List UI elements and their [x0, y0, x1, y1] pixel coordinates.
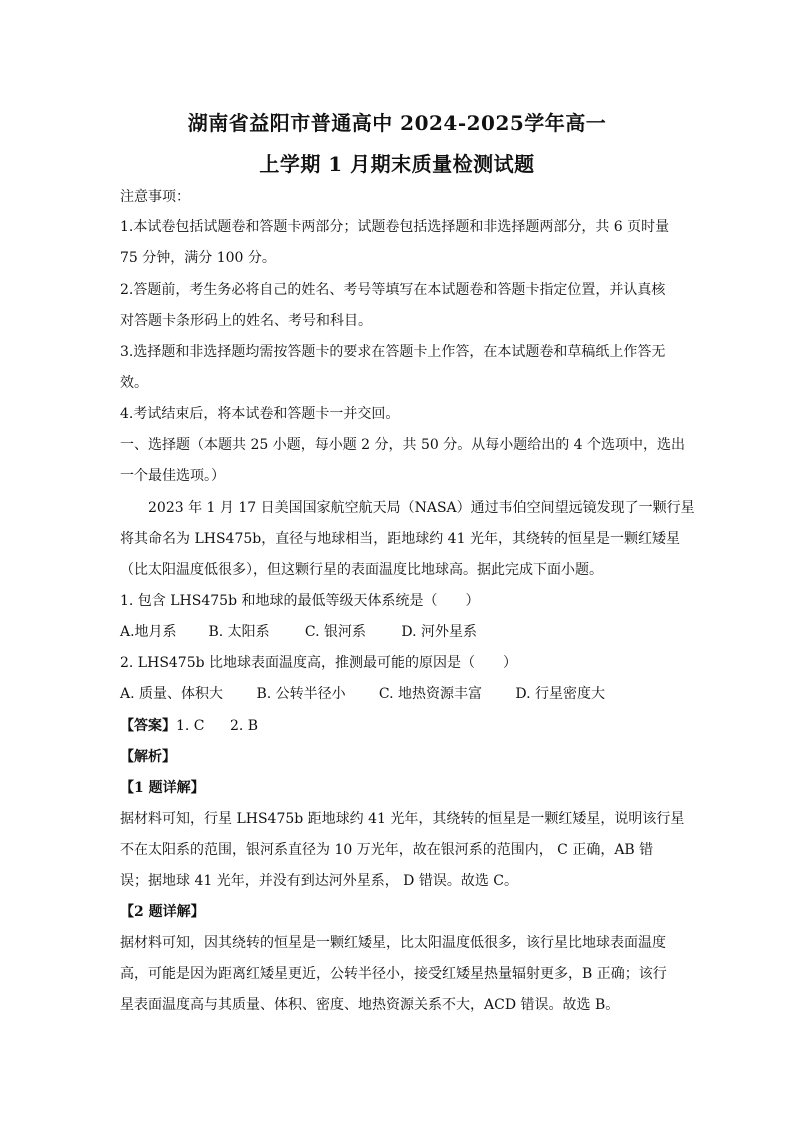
detail-1-line-3: 误；据地球 41 光年，并没有到达河外星系， D 错误。故选 C。 — [120, 873, 519, 889]
q2-option-c: C. 地热资源丰富 — [378, 686, 483, 702]
analysis-label: 【解析】 — [120, 749, 176, 765]
detail-2-line-3: 星表面温度高与其质量、体积、密度、地热资源关系不大，ACD 错误。故选 B。 — [120, 997, 620, 1013]
q1-option-a: A.地月系 — [120, 624, 177, 640]
passage-line-3: （比太阳温度低很多），但这颗行星的表面温度比地球高。据此完成下面小题。 — [120, 562, 603, 578]
answer-line — [120, 716, 680, 736]
title-line-2: 上学期 1 月期末质量检测试题 — [259, 152, 535, 176]
detail-1-line-2: 不在太阳系的范围，银河系直径为 10 万光年，故在银河系的范围内， C 正确，AB 错 — [120, 842, 654, 858]
notice-heading: 注意事项： — [120, 189, 190, 205]
notice-item-3-line-1: 3.选择题和非选择题均需按答题卡的要求在答题卡上作答，在本试题卷和草稿纸上作答无 — [120, 344, 666, 360]
question-1-stem: 1. 包含 LHS475b 和地球的最低等级天体系统是（ ） — [120, 593, 480, 609]
passage-line-1: 2023 年 1 月 17 日美国国家航空航天局（NASA）通过韦伯空间望远镜发现了一颗行星 — [148, 500, 695, 516]
q1-option-d: D. 河外星系 — [401, 624, 477, 640]
notice-item-2-line-1: 2.答题前，考生务必将自己的姓名、考号等填写在本试题卷和答题卡指定位置，并认真核 — [120, 282, 666, 298]
detail-2-line-1: 据材料可知，因其绕转的恒星是一颗红矮星，比太阳温度低很多，该行星比地球表面温度 — [120, 935, 666, 951]
notice-item-2-line-2: 对答题卡条形码上的姓名、考号和科目。 — [120, 313, 372, 329]
q1-option-b: B. 太阳系 — [208, 624, 270, 640]
q2-option-d: D. 行星密度大 — [515, 686, 605, 702]
notice-item-3-line-2: 效。 — [120, 375, 148, 391]
answer-2: 2. B — [230, 718, 259, 734]
detail-1-line-1: 据材料可知，行星 LHS475b 距地球约 41 光年，其绕转的恒星是一颗红矮星，说明该行星 — [120, 811, 685, 827]
notice-item-1-line-1: 1.本试卷包括试题卷和答题卡两部分；试题卷包括选择题和非选择题两部分，共 6 页时量 — [120, 219, 670, 235]
q2-option-b: B. 公转半径小 — [256, 686, 346, 702]
notice-item-4: 4.考试结束后，将本试卷和答题卡一并交回。 — [120, 406, 400, 422]
detail-1-label: 【1 题详解】 — [120, 780, 205, 796]
section-heading-line-2: 一个最佳选项。） — [120, 468, 225, 484]
question-2-stem: 2. LHS475b 比地球表面温度高，推测最可能的原因是（ ） — [120, 655, 518, 671]
answer-1: 1. C — [176, 718, 205, 734]
section-heading-line-1: 一、选择题（本题共 25 小题，每小题 2 分，共 50 分。从每小题给出的 4 个选项中，选出 — [120, 437, 686, 453]
q1-option-c: C. 银河系 — [304, 624, 367, 640]
title-line-1: 湖南省益阳市普通高中 2024-2025学年高一 — [187, 111, 607, 135]
detail-2-line-2: 高，可能是因为距离红矮星更近，公转半径小，接受红矮星热量辐射更多，B 正确；该行 — [120, 966, 667, 982]
detail-2-label: 【2 题详解】 — [120, 904, 205, 920]
answer-label: 【答案】 — [120, 718, 176, 734]
question-2-options — [120, 684, 680, 704]
question-1-options — [120, 622, 680, 642]
q2-option-a: A. 质量、体积大 — [120, 686, 224, 702]
passage-line-2: 将其命名为 LHS475b，直径与地球相当，距地球约 41 光年，其绕转的恒星是一颗红矮星 — [120, 531, 680, 547]
notice-item-1-line-2: 75 分钟，满分 100 分。 — [120, 250, 276, 266]
